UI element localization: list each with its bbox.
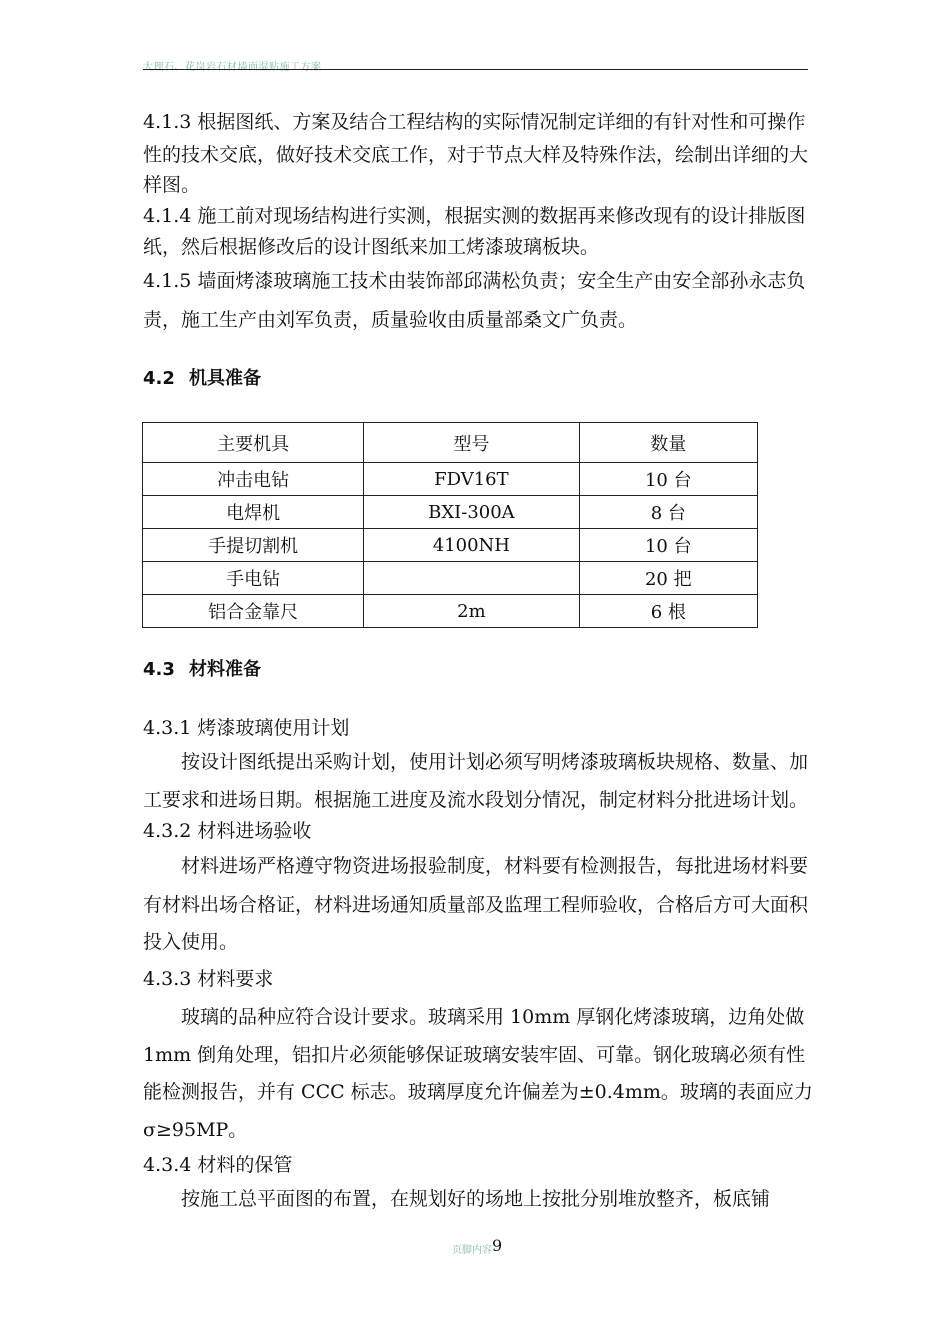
table-cell: 手提切割机 xyxy=(143,529,364,562)
table-cell: 2m xyxy=(364,595,579,628)
paragraph-line: 有材料出场合格证，材料进场通知质量部及监理工程师验收，合格后方可大面积 xyxy=(143,894,809,916)
paragraph-line: σ≥95MP。 xyxy=(143,1119,248,1141)
section-number: 4.2 xyxy=(143,368,175,389)
header-rule xyxy=(143,69,808,70)
column-header: 型号 xyxy=(364,423,579,463)
subsection-heading: 4.3.2 材料进场验收 xyxy=(143,820,312,842)
table-row xyxy=(143,496,758,529)
section-heading-4-2 xyxy=(143,367,261,391)
table-cell: BXI-300A xyxy=(364,496,579,529)
table-cell: 手电钻 xyxy=(143,562,364,595)
running-header: 大理石、花岗岩石材墙面湿贴施工方案 xyxy=(143,62,322,73)
subsection-heading: 4.3.1 烤漆玻璃使用计划 xyxy=(143,717,350,739)
page-number: 9 xyxy=(492,1236,503,1255)
section-title: 材料准备 xyxy=(189,659,261,680)
table-cell: 8 台 xyxy=(579,496,757,529)
paragraph-line: 4.1.4 施工前对现场结构进行实测，根据实测的数据再来修改现有的设计排版图 xyxy=(143,205,806,227)
subsection-heading: 4.3.4 材料的保管 xyxy=(143,1154,293,1176)
table-row xyxy=(143,595,758,628)
paragraph-line: 玻璃的品种应符合设计要求。玻璃采用 10mm 厚钢化烤漆玻璃，边角处做 xyxy=(181,1006,805,1028)
table-row xyxy=(143,529,758,562)
table-row xyxy=(143,562,758,595)
table-cell: 10 台 xyxy=(579,529,757,562)
table-cell: 铝合金靠尺 xyxy=(143,595,364,628)
paragraph-line: 1mm 倒角处理，铝扣片必须能够保证玻璃安装牢固、可靠。钢化玻璃必须有性 xyxy=(143,1044,806,1066)
paragraph-line: 工要求和进场日期。根据施工进度及流水段划分情况，制定材料分批进场计划。 xyxy=(143,789,809,811)
column-header: 主要机具 xyxy=(143,423,364,463)
paragraph-line: 按施工总平面图的布置，在规划好的场地上按批分别堆放整齐，板底铺 xyxy=(181,1188,771,1210)
paragraph-line: 样图。 xyxy=(143,174,201,196)
column-header: 数量 xyxy=(579,423,757,463)
section-number: 4.3 xyxy=(143,659,175,680)
table-cell: 10 台 xyxy=(579,463,757,496)
table-cell xyxy=(364,562,579,595)
subsection-heading: 4.3.3 材料要求 xyxy=(143,968,274,990)
table-cell: 6 根 xyxy=(579,595,757,628)
table-header-row xyxy=(143,423,758,463)
paragraph-line: 能检测报告，并有 CCC 标志。玻璃厚度允许偏差为±0.4mm。玻璃的表面应力 xyxy=(143,1081,813,1103)
table-cell: 4100NH xyxy=(364,529,579,562)
paragraph-line: 性的技术交底，做好技术交底工作，对于节点大样及特殊作法，绘制出详细的大 xyxy=(143,144,809,166)
table-cell: 冲击电钻 xyxy=(143,463,364,496)
paragraph-line: 投入使用。 xyxy=(143,931,239,953)
paragraph-line: 4.1.3 根据图纸、方案及结合工程结构的实际情况制定详细的有针对性和可操作 xyxy=(143,111,806,133)
page-footer xyxy=(452,1236,502,1256)
table-cell: FDV16T xyxy=(364,463,579,496)
paragraph-line: 责，施工生产由刘军负责，质量验收由质量部桑文广负责。 xyxy=(143,309,638,331)
paragraph-line: 按设计图纸提出采购计划，使用计划必须写明烤漆玻璃板块规格、数量、加 xyxy=(181,751,809,773)
section-heading-4-3 xyxy=(143,658,261,682)
paragraph-line: 材料进场严格遵守物资进场报验制度，材料要有检测报告，每批进场材料要 xyxy=(181,855,809,877)
table-cell: 20 把 xyxy=(579,562,757,595)
section-title: 机具准备 xyxy=(189,368,261,389)
paragraph-line: 4.1.5 墙面烤漆玻璃施工技术由装饰部邱满松负责；安全生产由安全部孙永志负 xyxy=(143,270,806,292)
table-row xyxy=(143,463,758,496)
machinery-table xyxy=(142,422,758,628)
footer-label: 页脚内容 xyxy=(452,1245,492,1256)
paragraph-line: 纸，然后根据修改后的设计图纸来加工烤漆玻璃板块。 xyxy=(143,236,600,258)
table-cell: 电焊机 xyxy=(143,496,364,529)
